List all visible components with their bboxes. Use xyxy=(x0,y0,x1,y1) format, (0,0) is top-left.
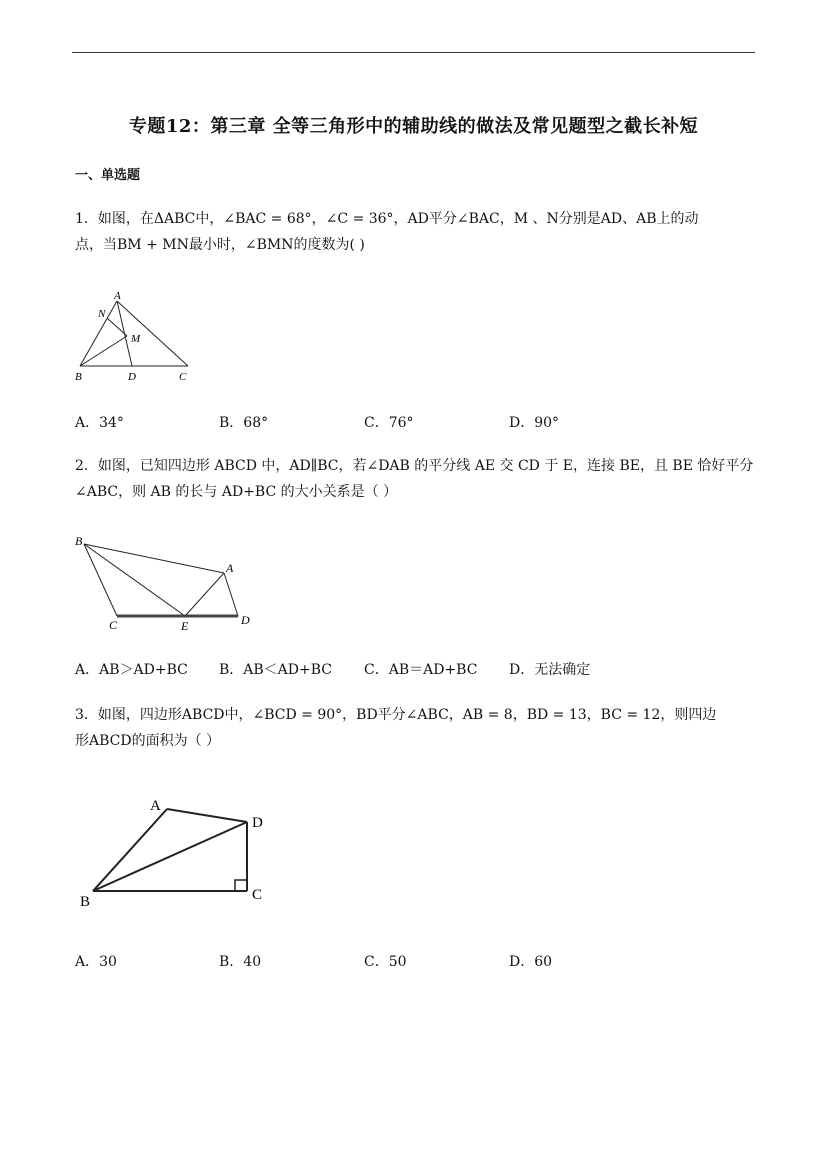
label-m: M xyxy=(131,333,141,345)
question-2 xyxy=(75,453,755,505)
question-1 xyxy=(75,206,755,258)
label-b: B xyxy=(80,894,91,910)
label-d: D xyxy=(241,613,250,627)
label-c: C xyxy=(252,887,263,903)
q2-option-a: A．AB＞AD+BC xyxy=(75,662,188,678)
q2-option-b: B．AB＜AD+BC xyxy=(219,662,333,678)
question-3-figure xyxy=(72,793,282,918)
question-3-line-2: 形ABCD的面积为（ ） xyxy=(75,733,221,749)
label-a: A xyxy=(114,290,121,302)
label-a: A xyxy=(226,561,234,575)
q1-option-c: C．76° xyxy=(364,415,414,431)
q3-option-a: A．30 xyxy=(75,954,117,970)
segment-bc xyxy=(84,544,117,616)
header-rule xyxy=(72,52,755,53)
q1-option-d: D．90° xyxy=(509,415,560,431)
segment-ac xyxy=(117,301,188,366)
question-1-line-2: 点，当BM + MN最小时，∠BMN的度数为( ) xyxy=(75,237,365,253)
q1-option-a: A．34° xyxy=(75,415,124,431)
label-a: A xyxy=(150,798,161,814)
label-d: D xyxy=(252,815,263,831)
q3-option-b: B．40 xyxy=(219,954,262,970)
label-e: E xyxy=(181,619,189,633)
q3-option-d: D．60 xyxy=(509,954,553,970)
segment-ad xyxy=(167,809,247,822)
question-2-figure xyxy=(72,530,262,635)
segment-bd xyxy=(93,822,247,891)
question-3 xyxy=(75,702,755,754)
question-1-line-1: 1．如图，在ΔABC中，∠BAC = 68°，∠C = 36°，AD平分∠BAC，M 、N分别是AD、AB上的动 xyxy=(75,211,699,227)
label-b: B xyxy=(75,534,83,548)
label-d: D xyxy=(128,371,136,383)
question-2-line-2: ∠ABC，则 AB 的长与 AD+BC 的大小关系是（ ） xyxy=(75,484,398,500)
label-b: B xyxy=(75,371,82,383)
right-angle-mark xyxy=(235,880,247,891)
q3-option-c: C．50 xyxy=(364,954,407,970)
section-heading: 一、单选题 xyxy=(75,168,141,183)
segment-mn xyxy=(107,318,127,336)
q2-option-c: C．AB＝AD+BC xyxy=(364,662,478,678)
question-1-figure xyxy=(72,286,197,386)
label-c: C xyxy=(109,618,118,632)
segment-bm xyxy=(80,336,127,366)
label-c: C xyxy=(179,371,187,383)
segment-ba xyxy=(93,809,167,891)
q1-option-b: B．68° xyxy=(219,415,269,431)
question-3-line-1: 3．如图，四边形ABCD中，∠BCD = 90°，BD平分∠ABC，AB = 8，BD = 13，BC = 12，则四边 xyxy=(75,707,717,723)
segment-ae xyxy=(185,573,224,616)
label-n: N xyxy=(98,308,106,320)
q2-option-d: D．无法确定 xyxy=(509,662,591,678)
segment-ad xyxy=(224,573,238,616)
question-2-line-1: 2．如图，已知四边形 ABCD 中，AD∥BC，若∠DAB 的平分线 AE 交 CD 于 E，连接 BE，且 BE 恰好平分 xyxy=(75,458,754,474)
page-title: 专题12：第三章 全等三角形中的辅助线的做法及常见题型之截长补短 xyxy=(128,116,699,137)
